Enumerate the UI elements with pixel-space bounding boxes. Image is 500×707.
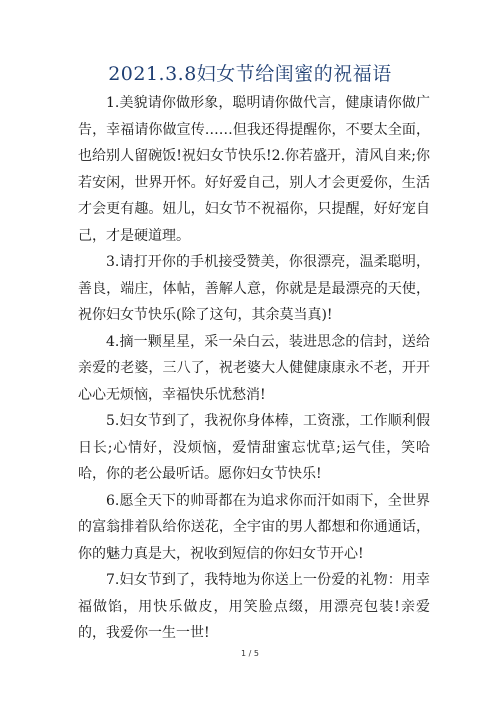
paragraph-3: 4.摘一颗星星，采一朵白云，装进思念的信封，送给亲爱的老婆，三八了，祝老婆大人健健康康永不老，开开心心无烦恼，幸福快乐忧愁消! bbox=[78, 333, 430, 403]
paragraph-5: 6.愿全天下的帅哥都在为追求你而汗如雨下，全世界的富翁排着队给你送花，全宇宙的男人都想和你通通话，你的魅力真是大，祝收到短信的你妇女节开心! bbox=[78, 492, 430, 562]
document-title: 2021.3.8妇女节给闺蜜的祝福语 bbox=[108, 63, 392, 85]
paragraph-2: 3.请打开你的手机接受赞美，你很漂亮，温柔聪明，善良，端庄，体帖，善解人意，你就是是最漂亮的天使，祝你妇女节快乐(除了这句，其余莫当真)! bbox=[78, 254, 430, 323]
paragraph-6: 7.妇女节到了，我特地为你送上一份爱的礼物：用幸福做馅，用快乐做皮，用笑脸点缀，用漂亮包装!亲爱的，我爱你一生一世! bbox=[78, 572, 430, 641]
document-body bbox=[78, 90, 430, 647]
paragraph-4: 5.妇女节到了，我祝你身体棒，工资涨，工作顺利假日长;心情好，没烦恼，爱情甜蜜忘忧草;运气佳，笑哈哈，你的老公最听话。愿你妇女节快乐! bbox=[78, 413, 430, 482]
page-number: 1 / 5 bbox=[241, 649, 259, 658]
paragraph-1: 1.美貌请你做形象，聪明请你做代言，健康请你做广告，幸福请你做宣传……但我还得提醒你，不要太全面，也给别人留碗饭!祝妇女节快乐!2.你若盛开，清风自来;你若安闲，世界开怀。好好爱自己，别人才会更爱你，生活才会更有趣。妞儿，妇女节不祝福你，只提醒，好好宠自己，才是硬道理。 bbox=[78, 95, 430, 244]
